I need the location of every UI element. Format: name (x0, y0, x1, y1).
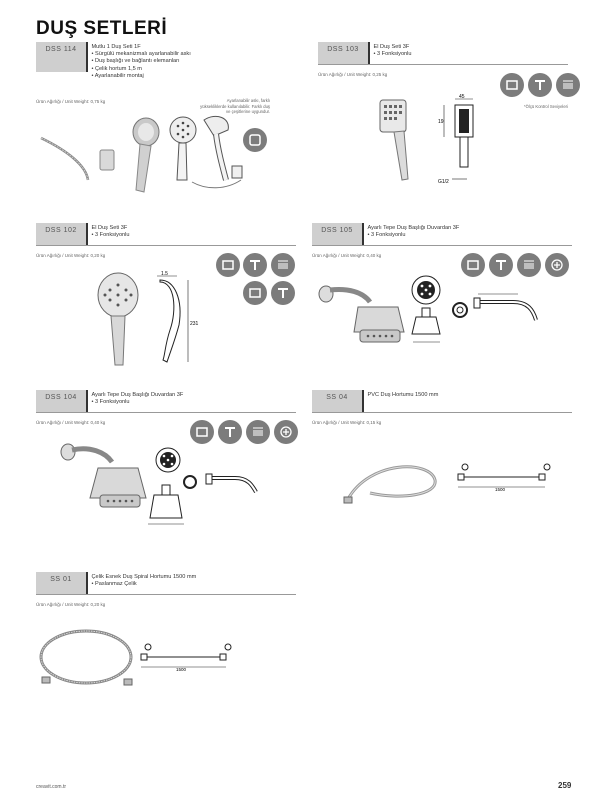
unit-weight: Ürün Ağırlığı / Unit Weight: 0,20 kg (36, 602, 106, 607)
section-rule (36, 594, 296, 595)
product-code: SS 04 (312, 390, 362, 412)
desc-line: PVC Duş Hortumu 1500 mm (367, 392, 439, 398)
product-description (364, 223, 464, 245)
desc-line: • Ayarlanabilir montaj (91, 72, 144, 79)
spray-function-icon (500, 73, 524, 97)
desc-line: El Duş Seti 3F (373, 44, 410, 50)
dss-105-product-image (318, 272, 558, 352)
product-description (88, 572, 201, 594)
product-dss-102 (36, 223, 134, 245)
product-description (88, 390, 188, 412)
footer-url[interactable]: creavit.com.tr (36, 784, 67, 790)
dim-side: 231 (190, 321, 199, 327)
spray-function-icon (243, 281, 267, 305)
dss-103-product-image (370, 95, 500, 190)
product-code: DSS 105 (312, 223, 362, 245)
section-rule (36, 245, 296, 246)
product-code: DSS 114 (36, 42, 86, 72)
section-rule (36, 412, 296, 413)
rotate-adjust-icon (274, 420, 298, 444)
product-note: *Ölçü Kontrol Seviyeleri (524, 104, 568, 109)
desc-line: • 3 Fonksiyonlu (91, 399, 130, 406)
flat-spray-icon (528, 73, 552, 97)
unit-weight: Ürün Ağırlığı / Unit Weight: 0,40 kg (36, 420, 106, 425)
product-dss-103 (318, 42, 416, 64)
dim-top: 45 (459, 94, 465, 100)
desc-line: Ayarlı Tepe Duş Başlığı Duvardan 3F (367, 225, 460, 231)
desc-line: • 3 Fonksiyonlu (367, 232, 406, 239)
dim-bottom: G1/2 (438, 179, 449, 185)
desc-line: • Çelik hortum 1,5 m (91, 65, 142, 72)
unit-weight: Ürün Ağırlığı / Unit Weight: 0,25 kg (318, 72, 388, 77)
product-code: DSS 104 (36, 390, 86, 412)
desc-line: • Sürgülü mekanizmalı ayarlanabilir askı (91, 51, 191, 58)
product-dss-104 (36, 390, 187, 412)
desc-line: • Duş başlığı ve bağlantı elemanları (91, 58, 180, 65)
dim-side: 19 (438, 119, 444, 125)
desc-line: Çelik Esnek Duş Spiral Hortumu 1500 mm (91, 574, 197, 580)
hanger-icon (243, 128, 267, 152)
product-description (88, 223, 134, 245)
desc-line: • 3 Fonksiyonlu (91, 232, 130, 239)
section-rule (312, 245, 572, 246)
dim-top: 1.5 (161, 271, 168, 277)
section-rule (312, 412, 572, 413)
desc-line: • Paslanmaz Çelik (91, 581, 137, 588)
desc-line: El Duş Seti 3F (91, 225, 128, 231)
product-note: Ayarlanabilir askı, farklı yüksekliklerde kullanılabilir. Farklı duş ve çeşitlerine uygundur. (200, 98, 270, 114)
unit-weight: Ürün Ağırlığı / Unit Weight: 0,20 kg (36, 253, 106, 258)
product-code: DSS 103 (318, 42, 368, 64)
product-ss-01 (36, 572, 200, 594)
product-dss-114 (36, 42, 195, 79)
dss-104-product-image (60, 440, 270, 530)
flat-spray-icon (243, 253, 267, 277)
dss-102-product-image (95, 270, 225, 375)
ss-04-product-image (340, 455, 555, 510)
ss-01-product-image (36, 625, 251, 695)
page-title: DUŞ SETLERİ (36, 18, 168, 39)
desc-line: Mutlu 1 Duş Seti 1F (91, 44, 141, 50)
desc-line: • 3 Fonksiyonlu (373, 51, 412, 58)
product-description (88, 42, 195, 79)
rain-spray-icon (271, 253, 295, 277)
product-ss-04 (312, 390, 442, 412)
product-description (370, 42, 416, 64)
unit-weight: Ürün Ağırlığı / Unit Weight: 0,40 kg (312, 253, 382, 258)
unit-weight: Ürün Ağırlığı / Unit Weight: 0,15 kg (312, 420, 382, 425)
flat-spray-icon (271, 281, 295, 305)
product-description (364, 390, 443, 412)
product-code: SS 01 (36, 572, 86, 594)
section-rule (318, 64, 568, 65)
product-dss-105 (312, 223, 463, 245)
unit-weight: Ürün Ağırlığı / Unit Weight: 0,75 kg (36, 99, 106, 104)
dss-114-product-image (36, 110, 271, 200)
page-number: 259 (558, 781, 572, 790)
product-code: DSS 102 (36, 223, 86, 245)
hose-length-dim: 1500 (176, 667, 187, 672)
desc-line: Ayarlı Tepe Duş Başlığı Duvardan 3F (91, 392, 184, 398)
hose-length-dim: 1500 (495, 487, 506, 492)
rain-spray-icon (556, 73, 580, 97)
